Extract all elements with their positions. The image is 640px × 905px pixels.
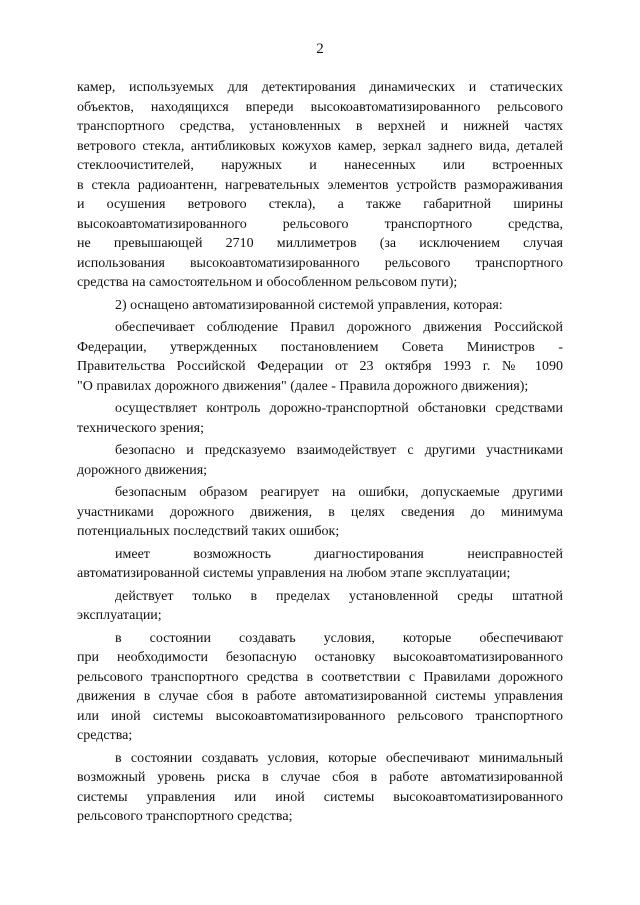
text-line: безопасно и предсказуемо взаимодействует с другими участниками (115, 443, 563, 458)
text-line: автоматизированной системы управления на любом этапе эксплуатации; (77, 566, 511, 581)
text-line: и осушения ветрового стекла), а также габаритной ширины (77, 197, 563, 212)
text-line: Правительства Российской Федерации от 23 октября 1993 г. № 1090 (77, 359, 563, 374)
text-line: рельсового транспортного средства в соответствии с Правилами дорожного (77, 669, 563, 685)
text-line: при необходимости безопасную остановку высокоавтоматизированного (77, 650, 563, 665)
text-line: действует только в пределах установленной среды штатной (115, 588, 563, 604)
body-text (77, 78, 563, 830)
paragraph (77, 629, 563, 746)
text-line: объектов, находящихся впереди высокоавтоматизированного рельсового (77, 99, 563, 115)
paragraph (77, 587, 563, 626)
text-line: ветрового стекла, антибликовых кожухов камер, зеркал заднего вида, деталей (77, 138, 563, 154)
paragraph (77, 296, 563, 316)
text-line: имеет возможность диагностирования неисправностей (115, 546, 563, 562)
text-line: в состоянии создавать условия, которые обеспечивают (115, 630, 563, 646)
text-line: в стекла радиоантенн, нагревательных элементов устройств размораживания (77, 177, 563, 193)
text-line: или иной системы высокоавтоматизированного рельсового транспортного (77, 708, 563, 724)
text-line: движения в случае сбоя в работе автоматизированной системы управления (77, 689, 563, 704)
text-line: средства на самостоятельном и обособленном рельсовом пути); (77, 275, 458, 290)
text-line: обеспечивает соблюдение Правил дорожного движения Российской (115, 320, 563, 335)
text-line: безопасным образом реагирует на ошибки, допускаемые другими (115, 485, 563, 500)
paragraph (77, 441, 563, 480)
text-line: транспортного средства, установленных в верхней и нижней частях (77, 119, 563, 134)
text-line: дорожного движения; (77, 462, 208, 478)
text-line: не превышающей 2710 миллиметров (за исключением случая (77, 236, 563, 251)
text-line: участниками дорожного движения, в целях сведения до минимума (77, 504, 563, 520)
text-line: потенциальных последствий таких ошибок; (77, 524, 340, 539)
text-line: использования высокоавтоматизированного рельсового транспортного (77, 255, 563, 271)
paragraph (77, 545, 563, 584)
paragraph (77, 483, 563, 542)
text-line: 2) оснащено автоматизированной системой управления, которая: (115, 297, 503, 313)
text-line: в состоянии создавать условия, которые обеспечивают минимальный (115, 750, 563, 766)
paragraph (77, 399, 563, 438)
text-line: высокоавтоматизированного рельсового транспортного средства, (77, 216, 563, 232)
text-line: возможный уровень риска в случае сбоя в работе автоматизированной (77, 770, 563, 785)
page-number: 2 (316, 41, 324, 57)
text-line: Федерации, утвержденных постановлением Совета Министров - (77, 339, 563, 355)
paragraph (77, 749, 563, 827)
paragraph (77, 78, 563, 293)
text-line: стеклоочистителей, наружных и нанесенных или встроенных (77, 158, 563, 173)
text-line: "О правилах дорожного движения" (далее - Правила дорожного движения); (77, 378, 529, 394)
text-line: осуществляет контроль дорожно-транспортной обстановки средствами (115, 401, 563, 416)
text-line: камер, используемых для детектирования динамических и статических (77, 80, 563, 95)
text-line: эксплуатации; (77, 608, 162, 623)
paragraph (77, 318, 563, 396)
text-line: системы управления или иной системы высокоавтоматизированного (77, 789, 563, 805)
text-line: технического зрения; (77, 420, 204, 436)
text-line: средства; (77, 728, 133, 743)
text-line: рельсового транспортного средства; (77, 809, 293, 824)
